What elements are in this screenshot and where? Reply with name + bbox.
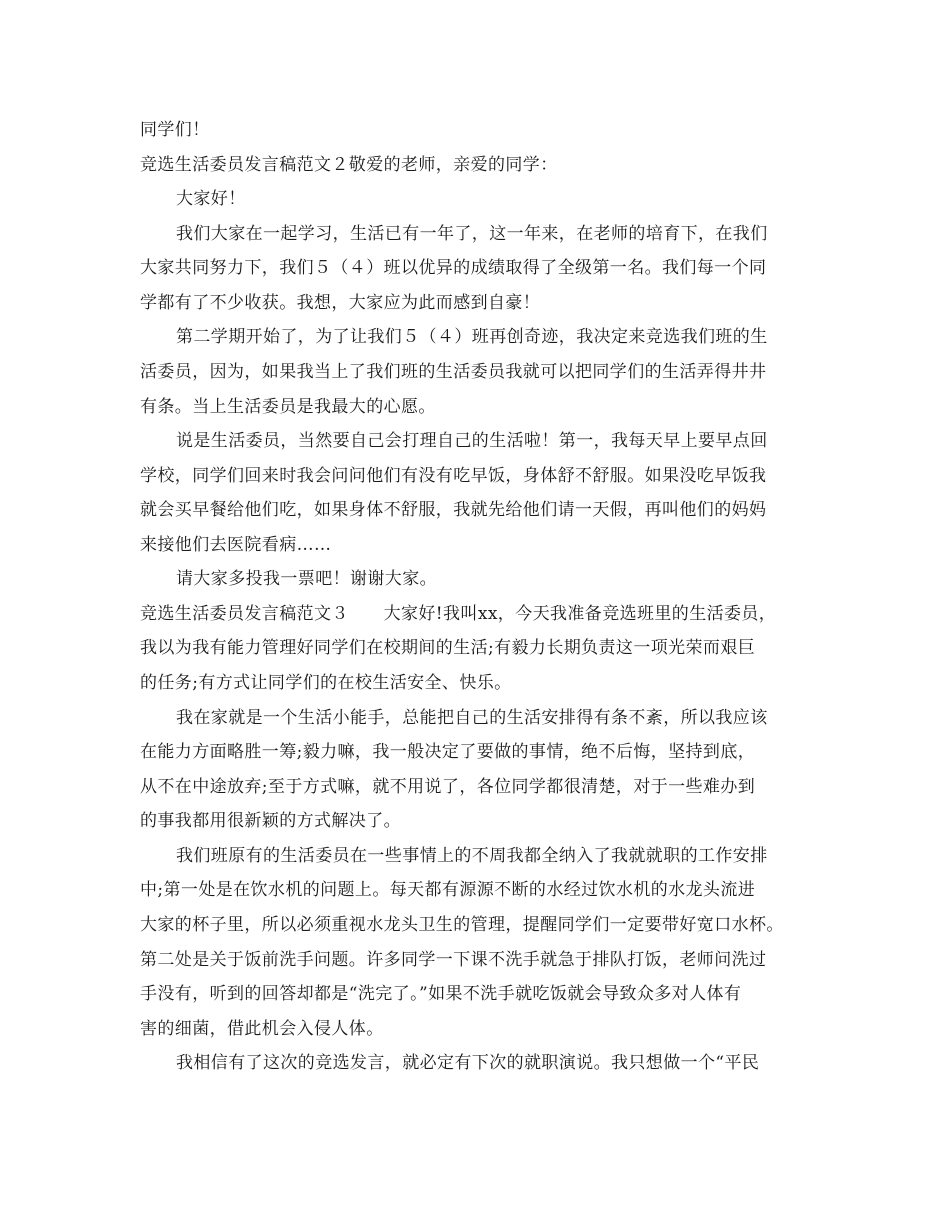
text-line: 学都有了不少收获。我想，大家应为此而感到自豪！ — [140, 293, 541, 313]
text-line: 手没有，听到的回答却都是“洗完了。”如果不洗手就吃饭就会导致众多对人体有 — [140, 984, 742, 1004]
text-line: 我相信有了这次的竞选发言，就必定有下次的就职演说。我只想做一个“平民 — [176, 1053, 760, 1073]
text-line: 活委员，因为，如果我当上了我们班的生活委员我就可以把同学们的生活弄得井井 — [140, 362, 767, 382]
text-line: 学校，同学们回来时我会问问他们有没有吃早饭，身体舒不舒服。如果没吃早饭我 — [140, 466, 767, 486]
text-line: 同学们！ — [140, 120, 210, 140]
text-line: 从不在中途放弃;至于方式嘛，就不用说了，各位同学都很清楚，对于一些难办到 — [140, 777, 756, 797]
text-line: 说是生活委员，当然要自己会打理自己的生活啦！第一，我每天早上要早点回 — [176, 431, 768, 451]
text-line: 我在家就是一个生活小能手，总能把自己的生活安排得有条不紊，所以我应该 — [176, 708, 768, 728]
text-line: 的事我都用很新颖的方式解决了。 — [140, 811, 401, 831]
text-line: 害的细菌，借此机会入侵人体。 — [140, 1019, 384, 1039]
text-line: 在能力方面略胜一筹;毅力嘛，我一般决定了要做的事情，绝不后悔，坚持到底， — [140, 742, 756, 762]
text-line: 我以为我有能力管理好同学们在校期间的生活;有毅力长期负责这一项光荣而艰巨 — [140, 638, 756, 658]
text-line: 第二学期开始了，为了让我们５（４）班再创奇迹，我决定来竞选我们班的生 — [176, 327, 768, 347]
text-line: 来接他们去医院看病…… — [140, 535, 332, 555]
text-line: 我们大家在一起学习，生活已有一年了，这一年来，在老师的培育下，在我们 — [176, 224, 768, 244]
text-line: 的任务;有方式让同学们的在校生活安全、快乐。 — [140, 673, 512, 693]
text-line: 第二处是关于饭前洗手问题。许多同学一下课不洗手就急于排队打饭，老师问洗过 — [140, 950, 767, 970]
text-line: 大家共同努力下，我们５（４）班以优异的成绩取得了全级第一名。我们每一个同 — [140, 258, 767, 278]
text-line: 大家好！ — [176, 189, 246, 209]
text-line: 竞选生活委员发言稿范文２敬爱的老师，亲爱的同学： — [140, 155, 558, 175]
text-line: 竞选生活委员发言稿范文３ 大家好!我叫xx，今天我准备竞选班里的生活委员， — [140, 604, 777, 624]
text-line: 有条。当上生活委员是我最大的心愿。 — [140, 397, 436, 417]
text-line: 请大家多投我一票吧！谢谢大家。 — [176, 569, 437, 589]
text-line: 中;第一处是在饮水机的问题上。每天都有源源不断的水经过饮水机的水龙头流进 — [140, 880, 756, 900]
text-line: 大家的杯子里，所以必须重视水龙头卫生的管理，提醒同学们一定要带好宽口水杯。 — [140, 915, 784, 935]
text-line: 就会买早餐给他们吃，如果身体不舒服，我就先给他们请一天假，再叫他们的妈妈 — [140, 500, 767, 520]
text-line: 我们班原有的生活委员在一些事情上的不周我都全纳入了我就就职的工作安排 — [176, 846, 768, 866]
